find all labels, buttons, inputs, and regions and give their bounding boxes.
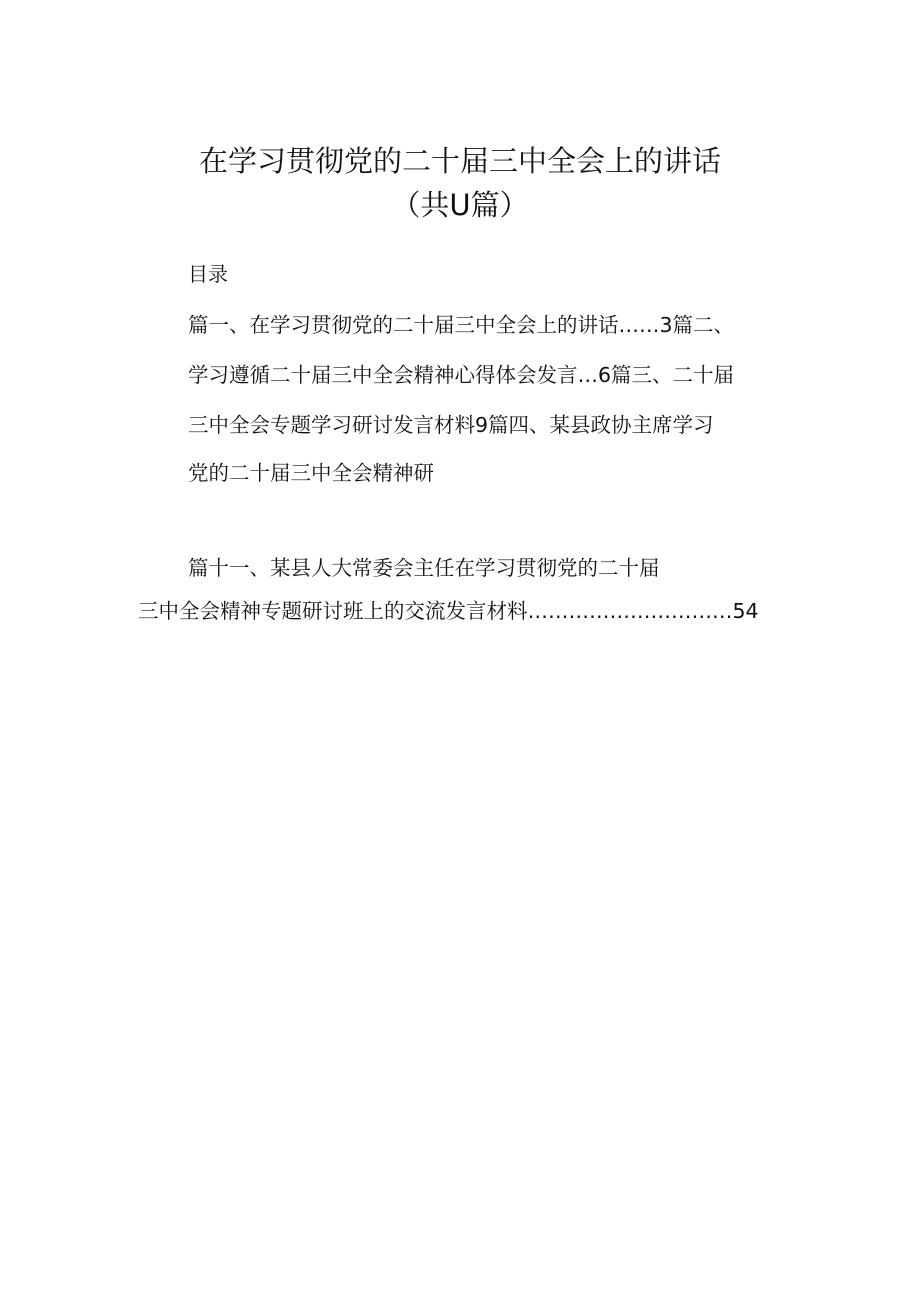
toc-line: 三中全会专题学习研讨发言材料9篇四、某县政协主席学习 xyxy=(188,413,714,437)
document-title: 在学习贯彻党的二十届三中全会上的讲话 xyxy=(198,144,721,178)
document-subtitle: （共U篇） xyxy=(391,188,529,222)
toc-line: 篇一、在学习贯彻党的二十届三中全会上的讲话……3篇二、 xyxy=(188,313,735,337)
toc-line: 三中全会精神专题研讨班上的交流发言材料…………………………54 xyxy=(138,599,759,623)
toc-line: 篇十一、某县人大常委会主任在学习贯彻党的二十届 xyxy=(188,556,660,580)
toc-line: 党的二十届三中全会精神研 xyxy=(188,461,434,485)
toc-heading: 目录 xyxy=(188,262,228,286)
toc-line: 学习遵循二十届三中全会精神心得体会发言…6篇三、二十届 xyxy=(188,363,735,387)
